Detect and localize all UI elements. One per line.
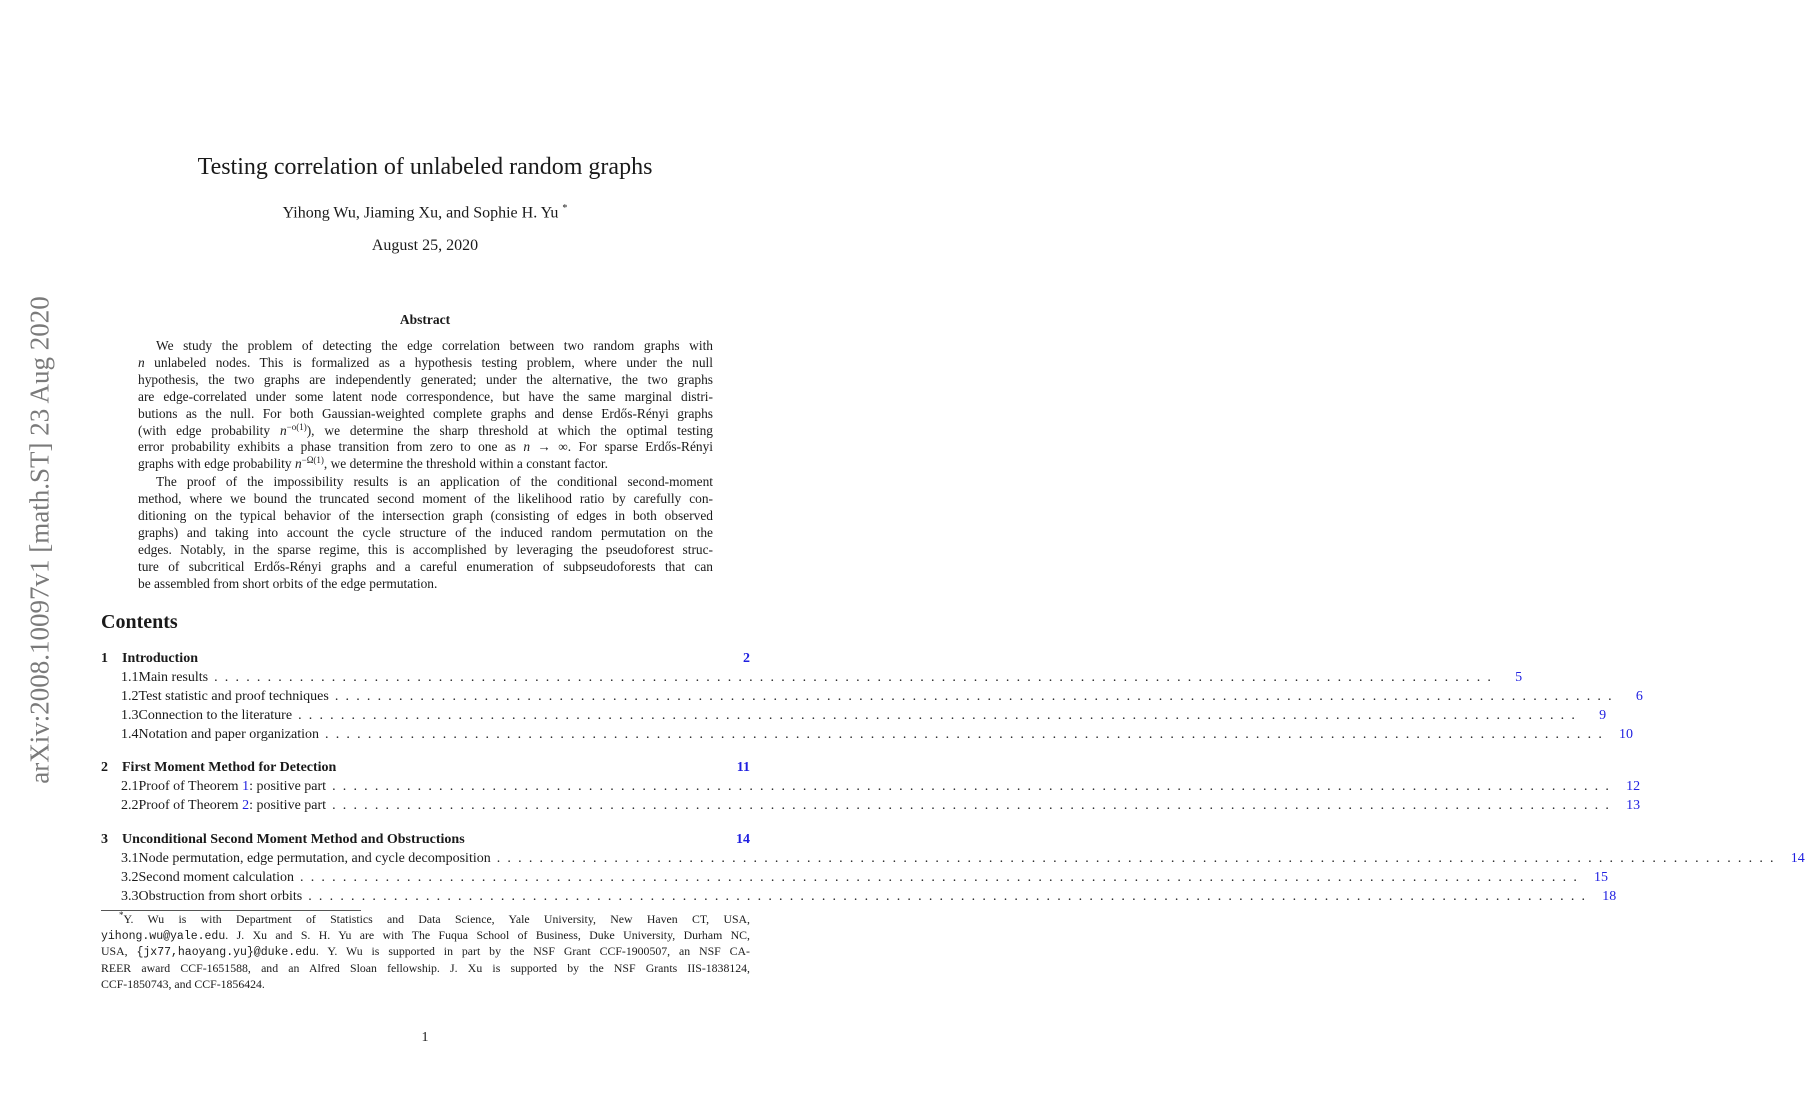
toc-leader-dots: ........................................................................................................................ <box>298 708 1583 723</box>
toc-subsection[interactable] <box>101 669 1523 687</box>
text-segment: be assembled from short orbits of the edge permutation. <box>138 575 438 591</box>
text-segment: CCF-1850743, and CCF-1856424. <box>101 976 265 991</box>
text-segment: unlabeled nodes. This is formalized as a hypothesis testing problem, where under the null <box>144 354 713 370</box>
toc-page-link[interactable]: 6 <box>1635 689 1643 704</box>
toc-number: 1 <box>101 651 108 666</box>
text-segment: → ∞. For sparse Erdős-Rényi <box>530 439 713 455</box>
toc-page-link[interactable]: 12 <box>1626 779 1641 794</box>
toc-page-link[interactable]: 13 <box>1626 798 1641 813</box>
toc-label <box>122 759 336 777</box>
abstract-line <box>138 405 713 422</box>
text-segment: n <box>279 422 287 438</box>
paper-title: Testing correlation of unlabeled random graphs <box>197 154 653 180</box>
toc-label-text: First Moment Method for Detection <box>122 760 337 775</box>
toc-subsection[interactable] <box>101 888 1617 906</box>
toc-subsection[interactable] <box>101 778 1641 796</box>
text-segment: USA, <box>101 944 137 959</box>
text-segment: graphs) and taking into account the cycle structure of the induced random permutation on the <box>138 524 713 540</box>
toc-leader-dots: ........................................................................................................................ <box>496 851 1781 866</box>
toc-leader-dots: ........................................................................................................................ <box>308 889 1593 904</box>
toc-label <box>139 797 327 815</box>
toc-label <box>122 831 465 849</box>
toc-leader-dots <box>342 759 726 777</box>
toc-number: 3 <box>101 832 108 847</box>
toc-label <box>139 726 320 744</box>
superscript: −Ω(1) <box>301 455 324 466</box>
toc-leader-dots: ........................................................................................................................ <box>214 670 1499 685</box>
toc-label-text: Unconditional Second Moment Method and Obstructions <box>122 832 465 847</box>
toc-number: 3.2 <box>121 870 139 885</box>
toc-section[interactable] <box>101 650 750 668</box>
toc-label <box>122 650 198 668</box>
authors <box>0 203 850 222</box>
abstract-line <box>138 354 713 371</box>
toc-number: 2.1 <box>121 779 139 794</box>
toc-number: 2 <box>101 760 108 775</box>
abstract-line <box>138 455 713 472</box>
toc-page-link[interactable]: 9 <box>1599 708 1607 723</box>
toc-label <box>139 778 327 796</box>
text-segment: (with edge probability <box>138 422 280 438</box>
toc-number: 1.4 <box>121 727 139 742</box>
abstract-line <box>138 371 713 388</box>
toc-page-link[interactable]: 5 <box>1515 670 1523 685</box>
superscript: * <box>119 910 124 920</box>
text-segment: hypothesis, the two graphs are independently generated; under the alternative, the two graphs <box>138 371 713 387</box>
theorem-link[interactable]: 1 <box>242 779 250 794</box>
abstract-line <box>138 507 713 524</box>
toc-label-text: Second moment calculation <box>138 870 295 885</box>
contents-heading: Contents <box>101 611 178 633</box>
toc-label-suffix: : positive part <box>249 779 327 794</box>
abstract-line <box>138 490 713 507</box>
toc-label-text: Introduction <box>122 651 198 666</box>
toc-label <box>139 688 329 706</box>
text-segment: Y. Wu is with Department of Statistics and Data Science, Yale University, New Haven CT, USA, <box>123 912 750 926</box>
page-number: 1 <box>421 1030 429 1045</box>
text-segment: We study the problem of detecting the edge correlation between two random graphs with <box>156 338 713 353</box>
toc-section[interactable] <box>101 759 750 777</box>
toc-page-link[interactable]: 2 <box>743 651 750 666</box>
abstract-line <box>138 524 713 541</box>
toc-section[interactable] <box>101 831 750 849</box>
text-segment: edges. Notably, in the sparse regime, this is accomplished by leveraging the pseudoforest struc- <box>138 541 713 557</box>
abstract-heading: Abstract <box>399 312 451 327</box>
text-segment: n <box>138 354 145 370</box>
text-segment: error probability exhibits a phase transition from zero to one as <box>138 439 524 455</box>
toc-label-text: Obstruction from short orbits <box>138 889 303 904</box>
toc-label-text: Proof of Theorem <box>138 798 243 813</box>
author-footnote-mark[interactable]: * <box>562 203 568 214</box>
toc-page-link[interactable]: 14 <box>1790 851 1805 866</box>
footnote-line <box>101 943 750 960</box>
footnote-line <box>101 960 750 977</box>
toc-subsection[interactable] <box>101 869 1609 887</box>
toc-label-text: Node permutation, edge permutation, and cycle decomposition <box>138 851 491 866</box>
toc-label <box>139 707 293 725</box>
text-segment: n <box>294 456 302 472</box>
toc-number: 1.2 <box>121 689 139 704</box>
toc-label-suffix: : positive part <box>249 798 327 813</box>
toc-page-link[interactable]: 10 <box>1619 727 1634 742</box>
text-segment: REER award CCF-1651588, and an Alfred Sloan fellowship. J. Xu is supported by the NSF Grants IIS-1838124, <box>101 960 750 975</box>
theorem-link[interactable]: 2 <box>242 798 250 813</box>
abstract-line <box>156 337 713 354</box>
toc-label <box>139 669 209 687</box>
text-segment: ture of subcritical Erdős-Rényi graphs and a careful enumeration of subpseudoforests that can <box>138 558 713 574</box>
toc-number: 1.3 <box>121 708 139 723</box>
author-names: Yihong Wu, Jiaming Xu, and Sophie H. Yu <box>282 204 559 222</box>
abstract-line <box>138 388 713 405</box>
footnote-line <box>101 927 750 944</box>
text-segment: butions as the null. For both Gaussian-weighted complete graphs and dense Erdős-Rényi graphs <box>138 405 713 421</box>
abstract-line <box>138 438 713 455</box>
toc-subsection[interactable] <box>101 688 1643 706</box>
toc-label-text: Test statistic and proof techniques <box>138 689 329 704</box>
arxiv-stamp: arXiv:2008.10097v1 [math.ST] 23 Aug 2020 <box>24 296 55 784</box>
paper-date: August 25, 2020 <box>371 237 479 254</box>
abstract-line <box>138 422 713 439</box>
toc-label <box>139 850 491 868</box>
superscript: −o(1) <box>286 421 307 432</box>
toc-subsection[interactable] <box>101 707 1607 725</box>
abstract-line <box>138 541 713 558</box>
toc-subsection[interactable] <box>101 797 1641 815</box>
toc-leader-dots: ........................................................................................................................ <box>300 870 1585 885</box>
abstract-line <box>138 575 713 592</box>
toc-number: 1.1 <box>121 670 139 685</box>
toc-label-text: Proof of Theorem <box>138 779 243 794</box>
toc-page-link[interactable]: 14 <box>736 832 750 847</box>
text-segment: , we determine the threshold within a constant factor. <box>323 456 608 472</box>
toc-number: 3.3 <box>121 889 139 904</box>
toc-label-text: Notation and paper organization <box>138 727 320 742</box>
toc-leader-dots <box>471 831 726 849</box>
text-segment: n <box>523 439 531 455</box>
text-segment: ditioning on the typical behavior of the intersection graph (consisting of edges in both observed <box>138 508 713 523</box>
text-segment: ), we determine the sharp threshold at which the optimal testing <box>306 422 713 438</box>
email-address[interactable]: yihong.wu@yale.edu <box>101 930 226 944</box>
text-segment: The proof of the impossibility results is an application of the conditional second-moment <box>156 474 713 490</box>
email-address[interactable]: {jx77,haoyang.yu}@duke.edu <box>136 946 316 960</box>
toc-leader-dots: ........................................................................................................................ <box>325 727 1610 742</box>
toc-page-link[interactable]: 18 <box>1602 889 1617 904</box>
footnote-line <box>119 911 750 928</box>
toc-number: 3.1 <box>121 851 139 866</box>
toc-label <box>139 869 295 887</box>
toc-page-link[interactable]: 15 <box>1594 870 1609 885</box>
text-segment: . Y. Wu is supported in part by the NSF Grant CCF-1900507, an NSF CA- <box>315 944 750 959</box>
toc-page-link[interactable]: 11 <box>736 760 750 775</box>
text-segment: are edge-correlated under some latent node correspondence, but have the same marginal distri- <box>138 388 713 404</box>
toc-subsection[interactable] <box>101 726 1634 744</box>
text-segment: . J. Xu and S. H. Yu are with The Fuqua School of Business, Duke University, Durham NC, <box>225 928 750 943</box>
toc-subsection[interactable] <box>101 850 1805 868</box>
abstract-line <box>138 558 713 575</box>
abstract-line <box>156 473 713 490</box>
toc-leader-dots <box>204 650 726 668</box>
footnote-line <box>101 976 750 993</box>
toc-leader-dots: ........................................................................................................................ <box>332 779 1617 794</box>
toc-leader-dots: ........................................................................................................................ <box>332 798 1617 813</box>
toc-leader-dots: ........................................................................................................................ <box>334 689 1619 704</box>
toc-label <box>139 888 303 906</box>
toc-label-text: Connection to the literature <box>138 708 293 723</box>
text-segment: method, where we bound the truncated second moment of the likelihood ratio by carefully con- <box>138 491 713 507</box>
toc-number: 2.2 <box>121 798 139 813</box>
toc-label-text: Main results <box>138 670 209 685</box>
text-segment: graphs with edge probability <box>138 456 295 472</box>
